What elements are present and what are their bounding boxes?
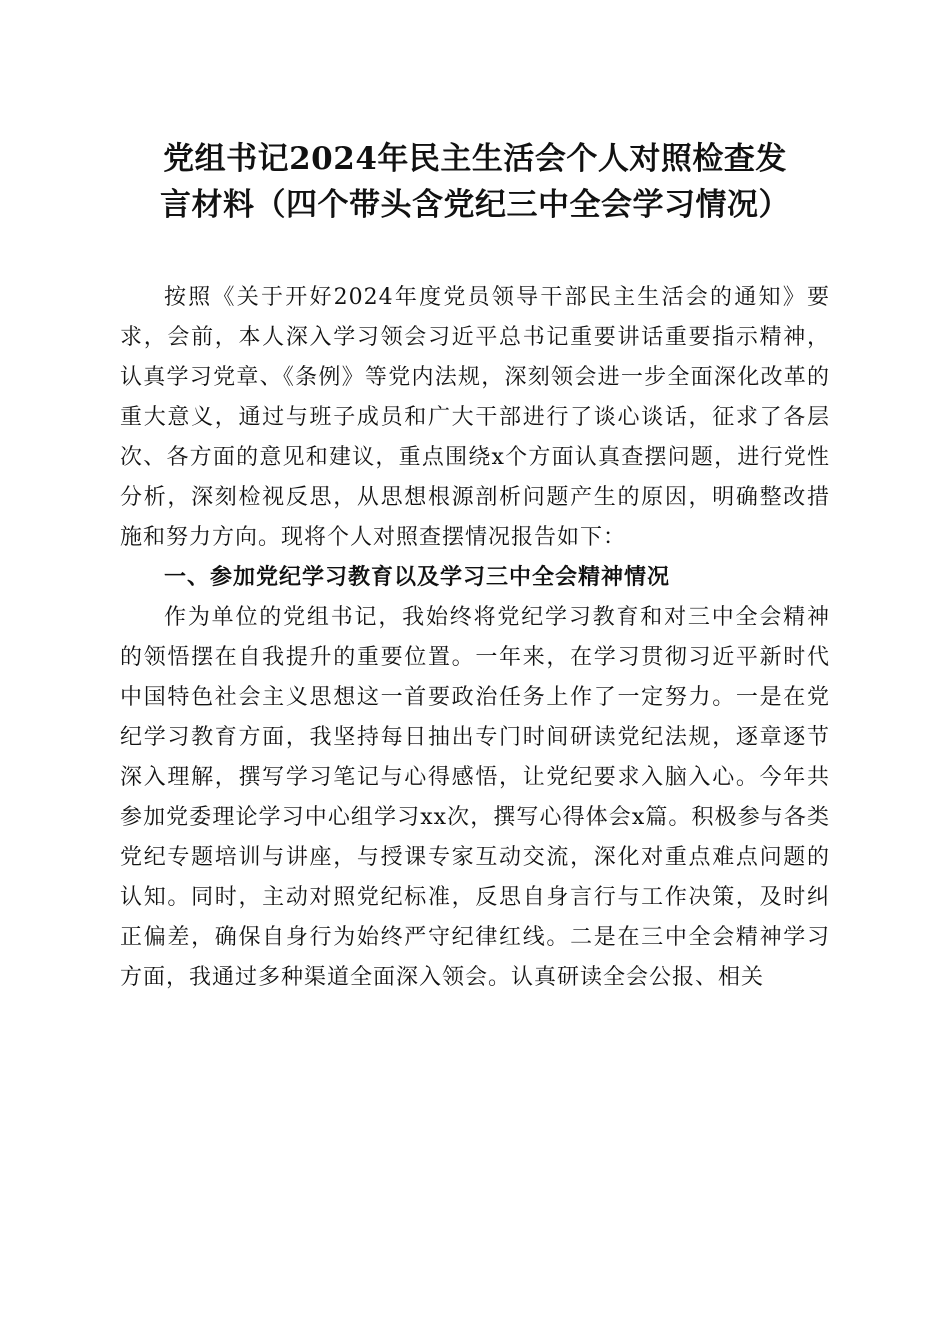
document-body: [120, 278, 830, 998]
intro-paragraph: 按照《关于开好2024年度党员领导干部民主生活会的通知》要求，会前，本人深入学习领会习近平总书记重要讲话重要指示精神，认真学习党章、《条例》等党内法规，深刻领会进一步全面深化改革的重大意义，通过与班子成员和广大干部进行了谈心谈话，征求了各层次、各方面的意见和建议，重点围绕x个方面认真查摆问题，进行党性分析，深刻检视反思，从思想根源剖析问题产生的原因，明确整改措施和努力方向。现将个人对照查摆情况报告如下：: [120, 285, 830, 550]
title-line-1: 党组书记2024年民主生活会个人对照检查发: [163, 141, 787, 177]
section-1-paragraph: 作为单位的党组书记，我始终将党纪学习教育和对三中全会精神的领悟摆在自我提升的重要位置。一年来，在学习贯彻习近平新时代中国特色社会主义思想这一首要政治任务上作了一定努力。一是在党纪学习教育方面，我坚持每日抽出专门时间研读党纪法规，逐章逐节深入理解，撰写学习笔记与心得感悟，让党纪要求入脑入心。今年共参加党委理论学习中心组学习xx次，撰写心得体会x篇。积极参与各类党纪专题培训与讲座，与授课专家互动交流，深化对重点难点问题的认知。同时，主动对照党纪标准，反思自身言行与工作决策，及时纠正偏差，确保自身行为始终严守纪律红线。二是在三中全会精神学习方面，我通过多种渠道全面深入领会。认真研读全会公报、相关: [120, 605, 830, 990]
section-1-heading: 一、参加党纪学习教育以及学习三中全会精神情况: [164, 565, 671, 590]
title-line-2: 言材料（四个带头含党纪三中全会学习情况）: [160, 187, 790, 223]
document-title: [110, 136, 840, 228]
